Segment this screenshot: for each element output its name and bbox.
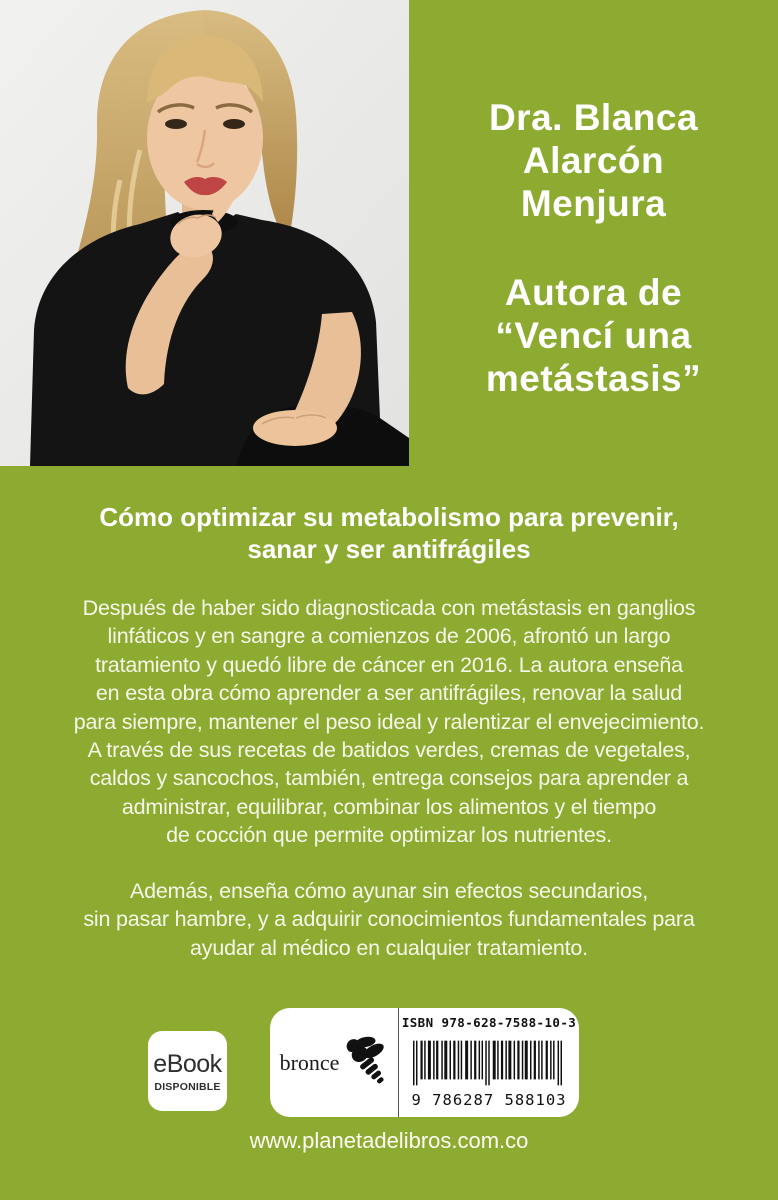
author-name-line: Menjura [520,183,667,224]
author-portrait-illustration [0,0,409,466]
body-line: caldos y sancochos, también, entrega consejos para aprender a [89,766,689,791]
body-line: administrar, equilibrar, combinar los alimentos y el tiempo [121,794,657,819]
imprint-name: bronce [279,1049,340,1075]
body-line: ayudar al médico en cualquier tratamiento. [190,935,588,960]
cover-headline [0,501,778,565]
author-name-line: Alarcón [522,140,665,181]
author-photo [0,0,409,466]
headline-line: Cómo optimizar su metabolismo para prevenir, [99,502,679,532]
body-line: tratamiento y quedó libre de cáncer en 2016. La autora enseña [95,652,683,677]
body-line: sin pasar hambre, y a adquirir conocimientos fundamentales para [83,907,695,932]
author-credit-line: “Vencí una [495,315,692,356]
synopsis-paragraph-2 [0,877,778,962]
barcode-cell [399,1008,579,1117]
body-line: Además, enseña cómo ayunar sin efectos secundarios, [129,879,649,903]
author-credit-line: Autora de [504,272,683,313]
barcode-digits: 9 786287 588103 [411,1091,567,1109]
body-line: Después de haber sido diagnosticada con metástasis en ganglios [82,596,696,620]
headline-line: sanar y ser antifrágiles [247,534,531,564]
author-name-line: Dra. Blanca [488,97,699,138]
ebook-badge [148,1031,227,1111]
imprint-barcode-box [270,1008,579,1117]
body-line: linfáticos y en sangre a comienzos de 2006, afrontó un largo [107,624,671,649]
ebook-badge-subtitle: DISPONIBLE [154,1080,221,1093]
body-line: de cocción que permite optimizar los nutrientes. [166,823,612,848]
bee-icon [344,1034,388,1092]
publisher-website: www.planetadelibros.com.co [249,1128,529,1153]
barcode [413,1033,565,1093]
isbn-label: ISBN 978-628-7588-10-3 [401,1015,577,1030]
author-credit-line: metástasis” [485,358,702,399]
spacer [409,225,778,271]
synopsis-paragraph-1 [0,594,778,850]
body-line: para siempre, mantener el peso ideal y ralentizar el envejecimiento. [73,709,705,734]
ebook-badge-title: eBook [153,1049,222,1078]
body-line: A través de sus recetas de batidos verdes, cremas de vegetales, [87,738,691,763]
body-line: en esta obra cómo aprender a ser antifrágiles, renovar la salud [95,681,683,706]
imprint-cell [270,1008,399,1117]
author-block [409,96,778,400]
